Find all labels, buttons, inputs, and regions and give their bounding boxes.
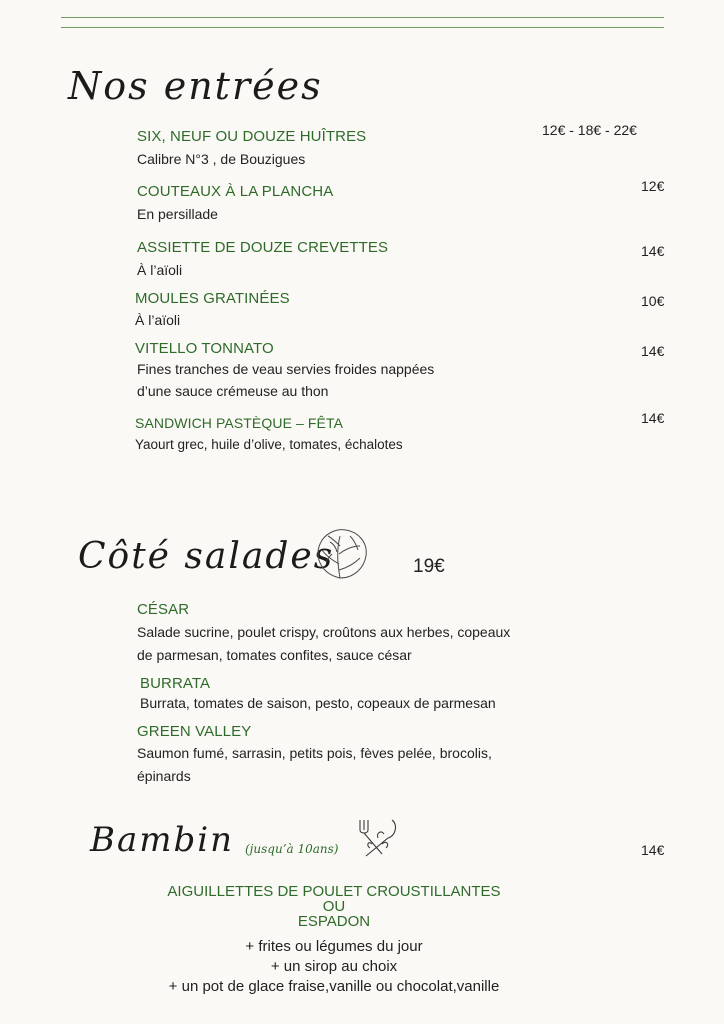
- entree-price-1: 12€ - 18€ - 22€: [542, 122, 637, 138]
- bambin-extra-1: + frites ou légumes du jour: [245, 938, 423, 955]
- entree-title-3: ASSIETTE DE DOUZE CREVETTES: [137, 239, 389, 256]
- salades-heading: Côté salades: [78, 536, 335, 577]
- entree-desc-5b: d’une sauce crémeuse au thon: [137, 383, 329, 399]
- salade-desc-1b: de parmesan, tomates confites, sauce césar: [137, 647, 412, 663]
- entree-desc-2: En persillade: [137, 206, 218, 222]
- entree-title-2: COUTEAUX À LA PLANCHA: [137, 183, 334, 200]
- bambin-title-line-3: ESPADON: [297, 913, 371, 930]
- salade-desc-3a: Saumon fumé, sarrasin, petits pois, fèves pelée, brocolis,: [137, 745, 492, 761]
- salade-desc-2: Burrata, tomates de saison, pesto, copeaux de parmesan: [140, 695, 496, 711]
- bambin-extra-2: + un sirop au choix: [270, 958, 398, 975]
- bambin-title-line-2: OU: [322, 898, 346, 915]
- entree-title-1: SIX, NEUF OU DOUZE HUÎTRES: [137, 128, 367, 145]
- bambin-title-line-1: AIGUILLETTES DE POULET CROUSTILLANTES: [167, 883, 501, 900]
- entree-price-2: 12€: [641, 178, 665, 194]
- bambin-price: 14€: [641, 842, 665, 858]
- salades-price: 19€: [413, 556, 445, 577]
- bambin-age-note: (jusqu’à 10ans): [245, 842, 339, 856]
- cutlery-icon: [352, 814, 402, 860]
- bambin-menu-block: [0, 884, 668, 997]
- top-rule: [61, 17, 664, 18]
- bambin-heading: Bambin: [90, 820, 235, 860]
- entree-price-3: 14€: [641, 243, 665, 259]
- entree-price-4: 10€: [641, 293, 665, 309]
- top-rule-secondary: [61, 27, 664, 28]
- entree-desc-3: À l’aïoli: [137, 262, 183, 278]
- lettuce-icon: [310, 522, 372, 584]
- entree-desc-6: Yaourt grec, huile d’olive, tomates, échalotes: [135, 437, 403, 452]
- salade-desc-1a: Salade sucrine, poulet crispy, croûtons aux herbes, copeaux: [137, 624, 511, 640]
- entree-desc-1: Calibre N°3 , de Bouzigues: [137, 151, 306, 167]
- salade-title-1: CÉSAR: [137, 601, 190, 618]
- entree-desc-5a: Fines tranches de veau servies froides nappées: [137, 361, 435, 377]
- salade-title-2: BURRATA: [140, 675, 211, 692]
- salade-title-3: GREEN VALLEY: [137, 723, 252, 740]
- entree-title-4: MOULES GRATINÉES: [135, 290, 290, 307]
- entree-desc-4: À l’aïoli: [135, 312, 181, 328]
- entree-title-6: SANDWICH PASTÈQUE – FÊTA: [135, 415, 344, 431]
- entree-title-5: VITELLO TONNATO: [135, 340, 274, 357]
- entrees-heading: Nos entrées: [68, 64, 323, 108]
- salade-desc-3b: épinards: [137, 768, 191, 784]
- entree-price-5: 14€: [641, 343, 665, 359]
- bambin-extra-3: + un pot de glace fraise,vanille ou chocolat,vanille: [168, 978, 500, 995]
- entree-price-6: 14€: [641, 410, 665, 426]
